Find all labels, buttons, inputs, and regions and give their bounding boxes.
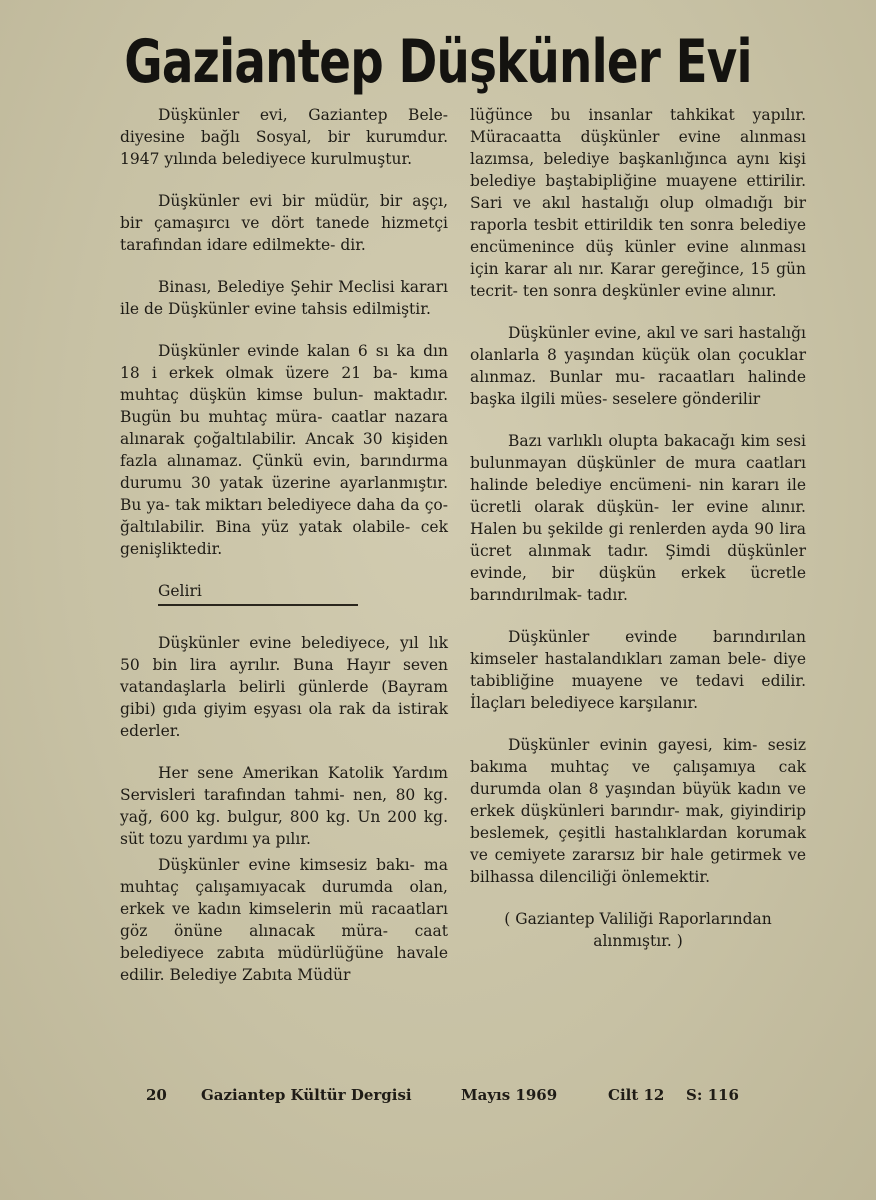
- paragraph: Düşkünler evi bir müdür, bir aşçı, bir çamaşırcı ve dört tanede hizmetçi tarafından idare edilmekte- dir.: [120, 192, 448, 254]
- volume-number: Cilt 12: [608, 1086, 665, 1104]
- page-title: Gaziantep Düşkünler Evi: [124, 27, 752, 97]
- issue-date: Mayıs 1969: [461, 1086, 558, 1104]
- paragraph: Düşkünler evinin gayesi, kim- sesiz bakıma muhtaç ve çalışamıya cak durumda olan 8 yaşından büyük kadın ve erkek düşkünleri barındır- mak, giyindirip beslemek, çeşitli hastalıklardan korumak ve cemiyete zararsız bir hale getirmek ve bilhassa dilenciliği önlemektir.: [470, 736, 806, 886]
- issue-number: S: 116: [686, 1086, 739, 1104]
- paragraph: Düşkünler evine kimsesiz bakı- ma muhtaç çalışamıyacak durumda olan, erkek ve kadın kimselerin mü racaatları göz önüne alınacak müra- caat belediyece zabıta müdürlüğüne havale edilir. Belediye Zabıta Müdür: [120, 856, 448, 984]
- paragraph: Düşkünler evine belediyece, yıl lık 50 bin lira ayrılır. Buna Hayır seven vatandaşlarla belirli günlerde (Bayram gibi) gıda giyim eşyası ola rak da istirak ederler.: [120, 634, 448, 740]
- paragraph: Her sene Amerikan Katolik Yardım Servisleri tarafından tahmi- nen, 80 kg. yağ, 600 kg. bulgur, 800 kg. Un 200 kg. süt tozu yardımı ya pılır.: [120, 764, 448, 848]
- paragraph: lüğünce bu insanlar tahkikat yapılır. Müracaatta düşkünler evine alınması lazımsa, belediye başkanlığınca aynı kişi belediye baştabipliğine muayene ettirilir. Sari ve akıl hastalığı olup olmadığı bir raporla tesbit ettirildik ten sonra belediye encümenince düş künler evine alınması için karar alı nır. Karar gereğince, 15 gün tecrit- ten sonra deşkünler evine alınır.: [470, 106, 806, 300]
- page-number: 20: [146, 1086, 167, 1104]
- right-column: [470, 104, 806, 972]
- paragraph: Düşkünler evine, akıl ve sari hastalığı olanlarla 8 yaşından küçük olan çocuklar alınmaz. Bunlar mu- racaatları halinde başka ilgili mües- seselere gönderilir: [470, 324, 806, 408]
- paragraph: Düşkünler evinde barındırılan kimseler hastalandıkları zaman bele- diye tabibliğine muayene ve tedavi edilir. İlaçları belediyece karşılanır.: [470, 628, 806, 712]
- paragraph: Binası, Belediye Şehir Meclisi kararı ile de Düşkünler evine tahsis edilmiştir.: [120, 278, 448, 318]
- left-column: [120, 104, 448, 1006]
- journal-name: Gaziantep Kültür Dergisi: [201, 1086, 412, 1104]
- source-note: ( Gaziantep Valiliği Raporlarından alınmıştır. ): [504, 910, 772, 950]
- paragraph: Bazı varlıklı olupta bakacağı kim sesi bulunmayan düşkünler de mura caatları halinde belediye encümeni- nin kararı ile ücretli olarak düşkün- ler evine alınır. Halen bu şekilde gi renlerden ayda 90 lira ücret alınmak tadır. Şimdi düşkünler evinde, bir düşkün erkek ücretle barındırılmak- tadır.: [470, 432, 806, 604]
- paragraph: Düşkünler evinde kalan 6 sı ka dın 18 i erkek olmak üzere 21 ba- kıma muhtaç düşkün kimse bulun- maktadır. Bugün bu muhtaç müra- caatlar nazara alınarak çoğaltılabilir. Ancak 30 kişiden fazla alınamaz. Çünkü evin, barındırma durumu 30 yatak üzerine ayarlanmıştır. Bu ya- tak miktarı belediyece daha da ço- ğaltılabilir. Bina yüz yatak olabile- cek genişliktedir.: [120, 342, 448, 558]
- section-heading: Geliri: [158, 580, 358, 606]
- paragraph: Düşkünler evi, Gaziantep Bele- diyesine bağlı Sosyal, bir kurumdur. 1947 yılında belediyece kurulmuştur.: [120, 106, 448, 168]
